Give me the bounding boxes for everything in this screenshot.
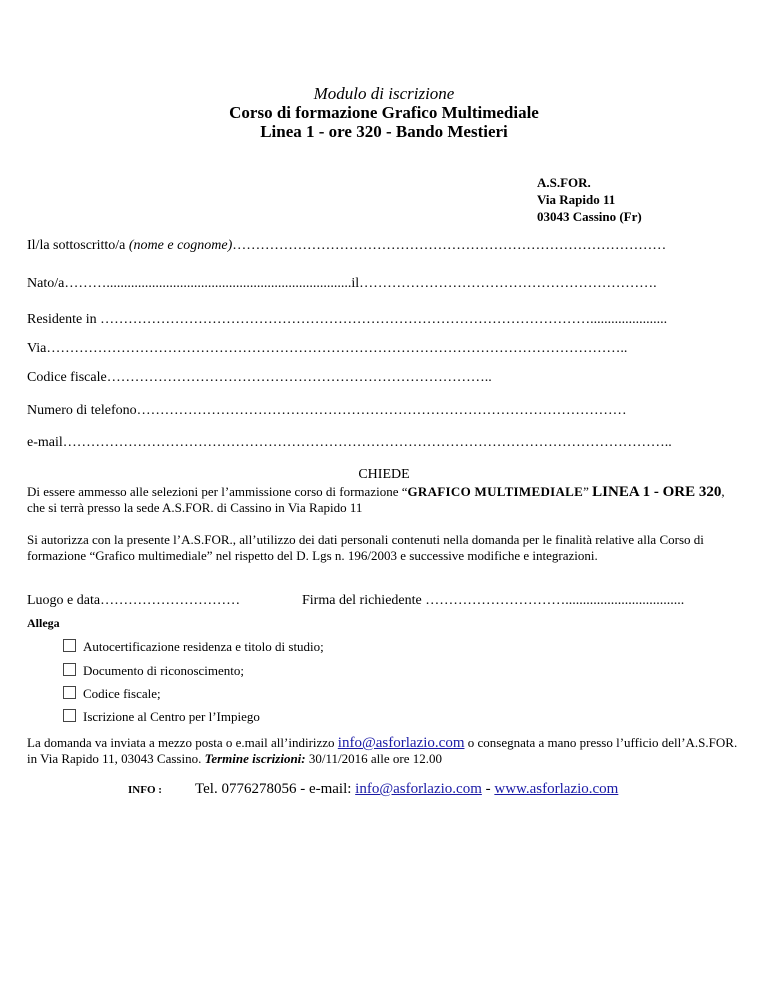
attachment-item[interactable]: Codice fiscale; <box>63 686 161 702</box>
attachment-item[interactable]: Documento di riconoscimento; <box>63 663 244 679</box>
residence-dots: ……………………………………………………………………………………………...................... <box>96 312 668 327</box>
place-label: Luogo e data <box>27 593 101 608</box>
info-email-link[interactable]: info@asforlazio.com <box>355 781 482 797</box>
request-heading: CHIEDE <box>358 467 410 482</box>
deadline-label: Termine iscrizioni: <box>204 751 306 766</box>
attachments-heading: Allega <box>27 616 60 630</box>
website-link[interactable]: www.asforlazio.com <box>494 781 619 797</box>
phone-label: Numero di telefono <box>27 403 137 418</box>
attachment-item[interactable]: Iscrizione al Centro per l’Impiego <box>63 709 260 725</box>
street-field[interactable] <box>27 341 627 357</box>
birth-date-dots: ………………………………………………………. <box>359 276 657 291</box>
residence-label: Residente in <box>27 312 97 327</box>
signature-label: Firma del richiedente <box>302 593 422 608</box>
place-date-field[interactable] <box>27 593 240 609</box>
attachment-item[interactable]: Autocertificazione residenza e titolo di studio; <box>63 639 324 655</box>
info-label: INFO : <box>128 784 162 796</box>
deadline-value: 30/11/2016 alle ore 12.00 <box>305 751 442 766</box>
submission-text: La domanda va inviata a mezzo posta o e.mail all’indirizzo info@asforlazio.com o consegnata a mano presso l’ufficio dell’A.S.FOR. in Via Rapido 11, 03043 Cassino. Termine iscrizioni: 30/11/2016 alle ore 12.00 <box>27 735 738 766</box>
street-label: Via <box>27 341 47 356</box>
course-title: Corso di formazione Grafico Multimediale <box>229 103 539 122</box>
course-line: Linea 1 - ore 320 - Bando Mestieri <box>260 122 508 141</box>
tax-dots: ……………………………………………………………………….. <box>106 370 492 385</box>
email-field[interactable] <box>27 435 672 451</box>
info-phone: Tel. 0776278056 - <box>195 781 309 797</box>
tax-label: Codice fiscale <box>27 370 107 385</box>
birth-field[interactable] <box>27 276 657 292</box>
address-street: Via Rapido 11 <box>537 192 616 207</box>
place-dots: ………………………… <box>100 593 241 608</box>
birth-place-dots: ………...................................................................... <box>64 276 352 291</box>
name-dots: ………………………………………………………………………………… <box>232 238 667 253</box>
checkbox-icon[interactable] <box>63 709 76 722</box>
signature-field[interactable] <box>302 593 684 609</box>
tax-code-field[interactable] <box>27 370 492 386</box>
address-city: 03043 Cassino (Fr) <box>537 209 642 224</box>
name-field[interactable] <box>27 238 666 254</box>
birth-label: Nato/a <box>27 276 65 291</box>
info-line: Tel. 0776278056 - e-mail: info@asforlazio.com - www.asforlazio.com <box>195 781 619 797</box>
privacy-text: Si autorizza con la presente l’A.S.FOR., all’utilizzo dei dati personali contenuti nella domanda per le finalità relative alla Corso di formazione “Grafico multimediale” nel rispetto del D. Lgs n. 196/2003 e successive modifiche e integrazioni. <box>27 532 704 563</box>
checkbox-icon[interactable] <box>63 686 76 699</box>
residence-field[interactable] <box>27 312 667 328</box>
phone-dots: …………………………………………………………………………………………… <box>136 403 627 418</box>
phone-field[interactable] <box>27 403 627 419</box>
birth-il: il <box>351 276 360 291</box>
address-org: A.S.FOR. <box>537 175 591 190</box>
request-text: Di essere ammesso alle selezioni per l’ammissione corso di formazione “GRAFICO MULTIMEDIALE” LINEA 1 - ORE 320, che si terrà presso la sede A.S.FOR. di Cassino in Via Rapido 11 <box>27 484 725 515</box>
submission-email-link[interactable]: info@asforlazio.com <box>337 735 465 751</box>
email-dots: ………………………………………………………………………………………………………………….. <box>62 435 672 450</box>
checkbox-icon[interactable] <box>63 639 76 652</box>
signature-dots: ………………………….................................. <box>421 593 685 608</box>
email-label: e-mail <box>27 435 63 450</box>
checkbox-icon[interactable] <box>63 663 76 676</box>
street-dots: …………………………………………………………………………………………………………….. <box>46 341 628 356</box>
form-subtitle: Modulo di iscrizione <box>313 84 455 103</box>
name-label: Il/la sottoscritto/a <box>27 238 126 253</box>
name-hint: (nome e cognome) <box>128 238 233 253</box>
